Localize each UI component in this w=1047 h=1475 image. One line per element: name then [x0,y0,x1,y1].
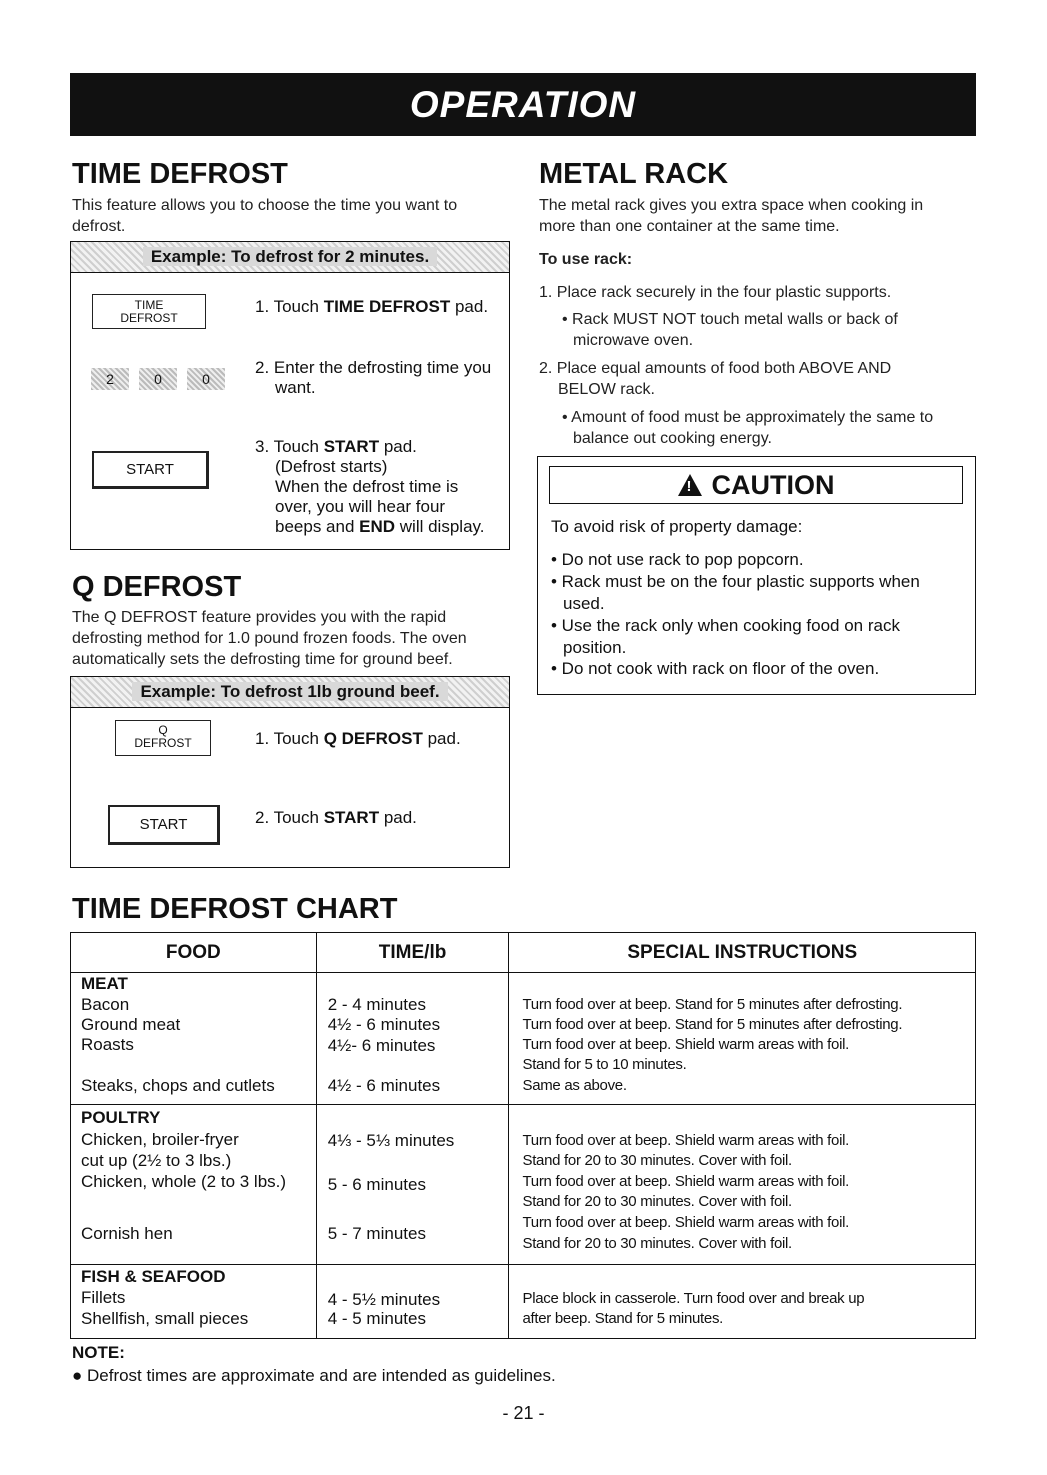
instruction-line: Stand for 5 to 10 minutes. [522,1056,687,1073]
food-item: cut up (2½ to 3 lbs.) [81,1151,232,1170]
time-value: 4½ - 6 minutes [327,1015,441,1034]
time-defrost-example-header: Example: To defrost for 2 minutes. [71,242,509,273]
food-item: Roasts [81,1035,134,1054]
header-instructions: SPECIAL INSTRUCTIONS [509,933,976,973]
q-start-pad: START [108,805,220,845]
caution-bullet-2-cont: used. [563,594,605,613]
instruction-line: Turn food over at beep. Shield warm areas with foil. [522,1173,849,1190]
caution-bullet-3-cont: position. [563,638,627,657]
instruction-line: Turn food over at beep. Shield warm areas with foil. [522,1036,849,1053]
warning-icon [678,474,702,496]
instruction-line: Stand for 20 to 30 minutes. Cover with foil. [522,1152,792,1169]
time-defrost-title: TIME DEFROST [72,158,288,190]
time-value: 2 - 4 minutes [327,995,426,1014]
q-defrost-pad: Q DEFROST [115,720,211,756]
instruction-line: Stand for 20 to 30 minutes. Cover with foil. [522,1193,792,1210]
instruction-line: Turn food over at beep. Shield warm areas with foil. [522,1214,849,1231]
q-defrost-step-1: 1. Touch Q DEFROST pad. [255,729,461,748]
time-defrost-intro-1: This feature allows you to choose the time you want to [72,197,458,214]
chart-header-row [71,933,976,973]
time-defrost-step-1: 1. Touch TIME DEFROST pad. [255,297,489,316]
time-defrost-pad: TIME DEFROST [92,294,206,329]
food-item: Bacon [81,995,130,1014]
caution-title: !CAUTION [549,466,963,504]
q-defrost-step-2: 2. Touch START pad. [255,808,417,827]
food-item: Fillets [81,1288,126,1307]
rack-step-2-bullet: • Amount of food must be approximately the same to [562,409,934,426]
time-defrost-chart [70,932,976,1339]
q-defrost-intro-2: defrosting method for 1.0 pound frozen foods. The oven [72,630,467,647]
time-value: 4½ - 6 minutes [327,1076,441,1095]
time-defrost-intro-2: defrost. [72,218,126,235]
instruction-line: after beep. Stand for 5 minutes. [522,1310,724,1327]
page-number: - 21 - [502,1403,545,1423]
time-value: 4 - 5 minutes [327,1309,426,1328]
q-defrost-intro-1: The Q DEFROST feature provides you with the rapid [72,609,447,626]
digit-pad-0-second: 0 [187,368,225,390]
caution-bullet-3: • Use the rack only when cooking food on rack [551,616,900,635]
rack-step-2-bullet-cont: balance out cooking energy. [573,430,772,447]
time-defrost-step-2: 2. Enter the defrosting time you want. [255,358,492,397]
metal-rack-intro-1: The metal rack gives you extra space when cooking in [539,197,924,214]
food-item: Ground meat [81,1015,181,1034]
food-item: Shellfish, small pieces [81,1309,249,1328]
q-defrost-title: Q DEFROST [72,571,242,603]
note-text: ● Defrost times are approximate and are intended as guidelines. [72,1366,556,1385]
q-defrost-example-header: Example: To defrost 1lb ground beef. [71,677,509,708]
poultry-group-row [71,1105,976,1265]
instruction-line: Turn food over at beep. Stand for 5 minutes after defrosting. [522,1016,903,1033]
instruction-line: Turn food over at beep. Shield warm areas with foil. [522,1132,849,1149]
rack-step-1-bullet: • Rack MUST NOT touch metal walls or back of [562,311,898,328]
metal-rack-title: METAL RACK [539,158,729,190]
rack-step-2-cont: BELOW rack. [558,381,655,398]
food-item: Chicken, whole (2 to 3 lbs.) [81,1172,287,1191]
fish-group-row [71,1265,976,1339]
time-value: 4⅓ - 5⅓ minutes [327,1131,455,1150]
q-defrost-intro-3: automatically sets the defrosting time for ground beef. [72,651,453,668]
food-item: Steaks, chops and cutlets [81,1076,275,1095]
start-pad: START [92,451,209,489]
instruction-line: Stand for 20 to 30 minutes. Cover with foil. [522,1235,792,1252]
header-time: TIME/lb [316,933,509,973]
digit-pad-0: 0 [139,368,177,390]
note-heading: NOTE: [72,1343,125,1362]
time-defrost-example-box [70,241,510,550]
caution-bullet-2: • Rack must be on the four plastic supports when [551,572,920,591]
caution-lead: To avoid risk of property damage: [551,517,803,536]
instruction-line: Turn food over at beep. Stand for 5 minutes after defrosting. [522,996,903,1013]
group-label: POULTRY [81,1108,161,1127]
meat-group-row [71,973,976,1105]
group-label: FISH & SEAFOOD [81,1267,226,1286]
to-use-rack-heading: To use rack: [539,251,633,268]
time-value: 5 - 7 minutes [327,1224,426,1243]
metal-rack-intro-2: more than one container at the same time. [539,218,840,235]
digit-pad-2: 2 [91,368,129,390]
q-defrost-example-box [70,676,510,868]
section-banner: OPERATION [70,73,976,136]
instruction-line: Same as above. [522,1077,627,1094]
header-food: FOOD [71,933,317,973]
time-value: 4½- 6 minutes [327,1036,436,1055]
time-defrost-step-3: 3. Touch START pad. (Defrost starts) When the defrost time is over, you will hear four beeps and END will display. [255,437,485,536]
rack-step-1: 1. Place rack securely in the four plastic supports. [539,284,892,301]
caution-bullet-4: • Do not cook with rack on floor of the oven. [551,659,880,678]
chart-title: TIME DEFROST CHART [72,893,398,925]
rack-step-1-bullet-cont: microwave oven. [573,332,694,349]
instruction-line: Place block in casserole. Turn food over and break up [522,1290,865,1307]
food-item: Chicken, broiler-fryer [81,1130,239,1149]
group-label: MEAT [81,974,128,993]
time-value: 5 - 6 minutes [327,1175,426,1194]
time-value: 4 - 5½ minutes [327,1290,441,1309]
food-item: Cornish hen [81,1224,173,1243]
caution-bullet-1: • Do not use rack to pop popcorn. [551,550,804,569]
rack-step-2: 2. Place equal amounts of food both ABOVE AND [539,360,892,377]
